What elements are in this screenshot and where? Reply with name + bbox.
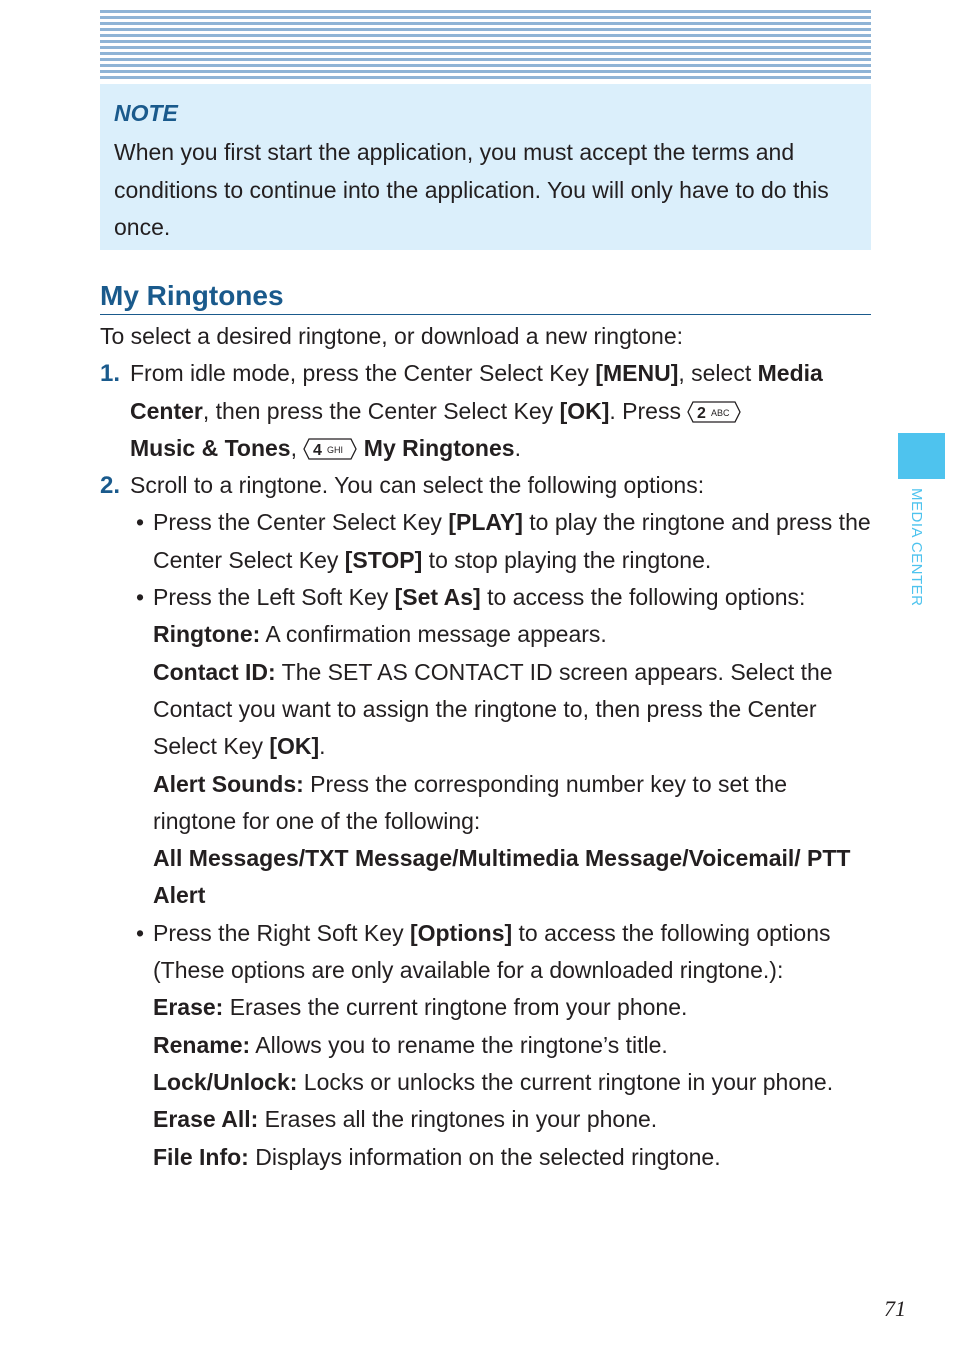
option-label: Alert Sounds: (153, 770, 304, 797)
svg-text:4: 4 (313, 441, 323, 459)
text: to play the ringtone and press the Center Select Key (153, 509, 871, 573)
option-alert-sounds (100, 766, 875, 841)
side-section-label: MEDIA CENTER (908, 488, 925, 607)
text: . Press (609, 397, 688, 424)
option-erase-all (100, 1101, 875, 1138)
step-number: 2. (100, 472, 121, 500)
text: Press the Center Select Key (153, 509, 449, 536)
alert-list-text: All Messages/TXT Message/Multimedia Message/Voicemail/ PTT Alert (153, 845, 851, 909)
option-desc: Locks or unlocks the current ringtone in your phone. (297, 1068, 834, 1095)
key-label: [STOP] (344, 546, 423, 573)
bullet-icon: • (136, 584, 145, 611)
bullet-icon: • (136, 919, 145, 946)
bullet-options (100, 915, 875, 990)
text: . (319, 733, 326, 760)
option-lock-unlock (100, 1064, 875, 1101)
text: , then press the Center Select Key (202, 397, 560, 424)
option-label: Contact ID: (153, 658, 276, 685)
page-number: 71 (884, 1296, 906, 1321)
option-desc: Displays information on the selected ringtone. (248, 1143, 721, 1170)
text: Scroll to a ringtone. You can select the following options: (130, 472, 705, 499)
option-desc: Press the corresponding number key to set the ringtone for one of the following: (153, 770, 788, 834)
option-label: Erase: (153, 994, 224, 1021)
menu-label: Music & Tones (130, 434, 291, 461)
menu-label: My Ringtones (363, 434, 515, 461)
step-1 (100, 355, 875, 467)
note-box (100, 84, 871, 250)
alert-list (100, 840, 875, 915)
option-label: Lock/Unlock: (153, 1068, 298, 1095)
option-file-info (100, 1139, 875, 1176)
option-ringtone (100, 616, 875, 653)
content-body (100, 318, 875, 1176)
bullet-set-as (100, 579, 875, 616)
section-title: My Ringtones (100, 278, 871, 315)
option-label: File Info: (153, 1143, 249, 1170)
text: to access the following options: (480, 584, 806, 611)
bullet-icon: • (136, 509, 145, 536)
svg-text:2: 2 (697, 404, 707, 422)
key-label: [PLAY] (448, 509, 523, 536)
section-intro: To select a desired ringtone, or download a new ringtone: (100, 323, 684, 349)
step-number: 1. (100, 360, 121, 388)
header-stripes (100, 10, 871, 80)
key-label: [Options] (409, 919, 513, 946)
svg-text:ABC: ABC (711, 407, 730, 418)
option-desc: Erases the current ringtone from your phone. (223, 994, 688, 1021)
option-desc: The SET AS CONTACT ID screen appears. Select the Contact you want to assign the ringtone to, then press the Center Select Key (153, 658, 833, 760)
text: Press the Right Soft Key (153, 919, 410, 946)
bullet-play (100, 504, 875, 579)
note-title: NOTE (114, 100, 178, 126)
key-label: [OK] (269, 733, 320, 760)
text: to stop playing the ringtone. (422, 546, 712, 573)
option-desc: Erases all the ringtones in your phone. (258, 1106, 658, 1133)
option-label: Rename: (153, 1031, 251, 1058)
text: From idle mode, press the Center Select Key (130, 360, 596, 387)
key-2-abc-icon (687, 401, 741, 423)
key-label: [MENU] (595, 360, 679, 387)
text: Press the Left Soft Key (153, 584, 395, 611)
key-4-ghi-icon (303, 438, 357, 460)
svg-text:GHI: GHI (327, 444, 344, 455)
option-erase (100, 989, 875, 1026)
text: , select (678, 360, 758, 387)
text: , (290, 434, 304, 461)
option-label: Erase All: (153, 1106, 259, 1133)
option-desc: Allows you to rename the ringtone’s title. (250, 1031, 668, 1058)
text: to access the following options (These options are only available for a downloaded ringtone.): (153, 919, 831, 984)
step-2 (100, 467, 875, 504)
text: . (514, 434, 521, 461)
option-rename (100, 1027, 875, 1064)
option-desc: A confirmation message appears. (260, 621, 607, 648)
side-tab-marker (898, 433, 945, 479)
note-text: When you first start the application, you must accept the terms and conditions to continue into the application. You will only have to do this once. (114, 139, 829, 240)
option-contact-id (100, 654, 875, 766)
menu-label: Media Center (130, 360, 823, 424)
key-label: [OK] (559, 397, 610, 424)
key-label: [Set As] (394, 584, 481, 611)
option-label: Ringtone: (153, 621, 261, 648)
